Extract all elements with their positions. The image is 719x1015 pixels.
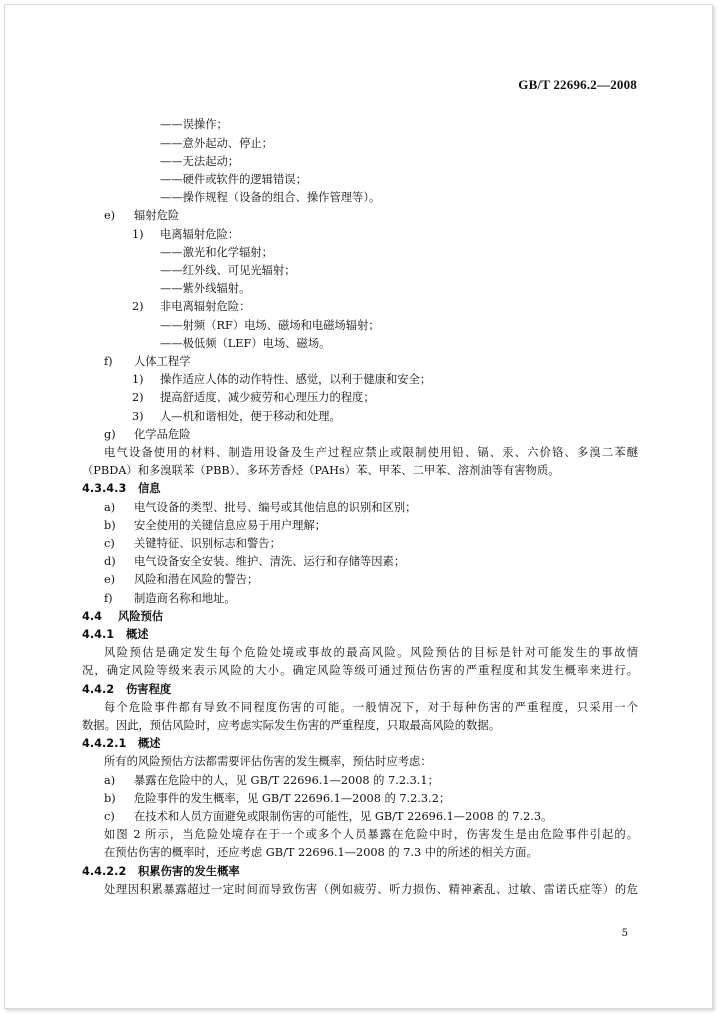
list-label: b) bbox=[104, 792, 116, 805]
list-label: f) bbox=[104, 592, 113, 605]
list-item: 安全使用的关键信息应易于用户理解； bbox=[134, 519, 327, 532]
paragraph-line: 电气设备使用的材料、制造用设备及生产过程应禁止或限制使用铅、镉、汞、六价铬、多溴二苯醚 bbox=[104, 446, 638, 459]
paragraph-line: 每个危险事件都有导致不同程度伤害的可能。一般情况下，对于每种伤害的严重程度，只采用一个 bbox=[104, 701, 638, 714]
list-label: a) bbox=[104, 774, 116, 787]
list-label: c) bbox=[104, 810, 115, 823]
paragraph-line: 如图 2 所示，当危险处境存在于一个或多个人员暴露在危险中时，伤害发生是由危险事件引起的。 bbox=[104, 828, 638, 841]
section-number: 4.4.2.1 bbox=[82, 737, 127, 750]
text-line: ——极低频（LEF）电场、磁场。 bbox=[160, 337, 331, 350]
standard-code-header: GB/T 22696.2—2008 bbox=[518, 77, 637, 92]
list-item: 电气设备的类型、批号、编号或其他信息的识别和区别； bbox=[134, 501, 417, 514]
list-item: 人体工程学 bbox=[134, 355, 191, 368]
text-line: ——意外起动、停止； bbox=[160, 137, 273, 150]
list-label: b) bbox=[104, 519, 116, 532]
list-label: 2) bbox=[132, 391, 144, 404]
text-line: ——硬件或软件的逻辑错误； bbox=[160, 173, 307, 186]
section-number: 4.4.2.2 bbox=[82, 865, 127, 878]
section-number: 4.4.2 bbox=[82, 683, 115, 696]
paragraph-line: 所有的风险预估方法都需要评估伤害的发生概率，预估时应考虑： bbox=[104, 755, 432, 768]
paragraph-line: 数据。因此，预估风险时，应考虑实际发生伤害的严重程度，只取最高风险的数据。 bbox=[82, 719, 500, 732]
text-line: ——紫外线辐射。 bbox=[160, 282, 251, 295]
list-item: 暴露在危险中的人，见 GB/T 22696.1—2008 的 7.2.3.1； bbox=[134, 774, 439, 787]
list-label: 1) bbox=[132, 373, 144, 386]
paragraph-line: 处理因积累暴露超过一定时间而导致伤害（例如疲劳、听力损伤、精神紊乱、过敏、雷诺氏症等）的危 bbox=[104, 883, 638, 896]
section-title: 概述 bbox=[126, 628, 149, 641]
text-line: ——无法起动； bbox=[160, 155, 240, 168]
section-title: 伤害程度 bbox=[126, 683, 172, 696]
section-title: 积累伤害的发生概率 bbox=[138, 865, 240, 878]
list-label: e) bbox=[104, 209, 116, 222]
text-line: ——射频（RF）电场、磁场和电磁场辐射； bbox=[160, 319, 380, 332]
paragraph-line: （PBDA）和多溴联苯（PBB）、多环芳香烃（PAHs）苯、甲苯、二甲苯、溶剂油等有害物质。 bbox=[82, 464, 560, 477]
text-line: ——误操作； bbox=[160, 118, 228, 131]
list-item: 电气设备安全安装、维护、清洗、运行和存储等因素； bbox=[134, 555, 406, 568]
section-title: 风险预估 bbox=[118, 610, 164, 623]
section-title: 概述 bbox=[138, 737, 161, 750]
section-number: 4.4.1 bbox=[82, 628, 115, 641]
list-item: 关键特征、识别标志和警告； bbox=[134, 537, 281, 550]
paragraph-line: 况，确定风险等级来表示风险的大小。确定风险等级可通过预估伤害的严重程度和其发生概率来进行。 bbox=[82, 664, 638, 677]
section-number: 4.4 bbox=[82, 610, 103, 623]
list-item: 制造商名称和地址。 bbox=[134, 592, 236, 605]
text-line: ——操作规程（设备的组合、操作管理等）。 bbox=[160, 191, 381, 204]
paragraph-line: 在预估伤害的概率时，还应考虑 GB/T 22696.1—2008 的 7.3 中的所述的相关方面。 bbox=[104, 846, 538, 859]
list-label: e) bbox=[104, 573, 116, 586]
list-item: 风险和潜在风险的警告； bbox=[134, 573, 259, 586]
list-label: 1) bbox=[132, 228, 144, 241]
list-item: 危险事件的发生概率，见 GB/T 22696.1—2008 的 7.2.3.2； bbox=[134, 792, 451, 805]
list-label: 3) bbox=[132, 410, 144, 423]
paragraph-line: 风险预估是确定发生每个危险处境或事故的最高风险。风险预估的目标是针对可能发生的事故情 bbox=[104, 646, 638, 659]
list-item: 提高舒适度、减少疲劳和心理压力的程度； bbox=[160, 391, 375, 404]
list-item: 化学品危险 bbox=[134, 428, 191, 441]
list-item: 非电离辐射危险： bbox=[160, 300, 251, 313]
section-number: 4.3.4.3 bbox=[82, 482, 127, 495]
section-title: 信息 bbox=[138, 482, 161, 495]
list-label: g) bbox=[104, 428, 116, 441]
list-label: a) bbox=[104, 501, 116, 514]
list-item: 人—机和谐相处，便于移动和处理。 bbox=[160, 410, 341, 423]
list-item: 辐射危险 bbox=[134, 209, 180, 222]
list-item: 操作适应人体的动作特性、感觉，以利于健康和安全； bbox=[160, 373, 432, 386]
text-line: ——激光和化学辐射； bbox=[160, 246, 273, 259]
text-line: ——红外线、可见光辐射； bbox=[160, 264, 296, 277]
list-label: 2) bbox=[132, 300, 144, 313]
list-label: f) bbox=[104, 355, 113, 368]
list-label: c) bbox=[104, 537, 115, 550]
page-number: 5 bbox=[621, 928, 628, 939]
list-label: d) bbox=[104, 555, 116, 568]
list-item: 在技术和人员方面避免或限制伤害的可能性，见 GB/T 22696.1—2008 的 7.2.3。 bbox=[134, 810, 553, 823]
list-item: 电离辐射危险： bbox=[160, 228, 240, 241]
